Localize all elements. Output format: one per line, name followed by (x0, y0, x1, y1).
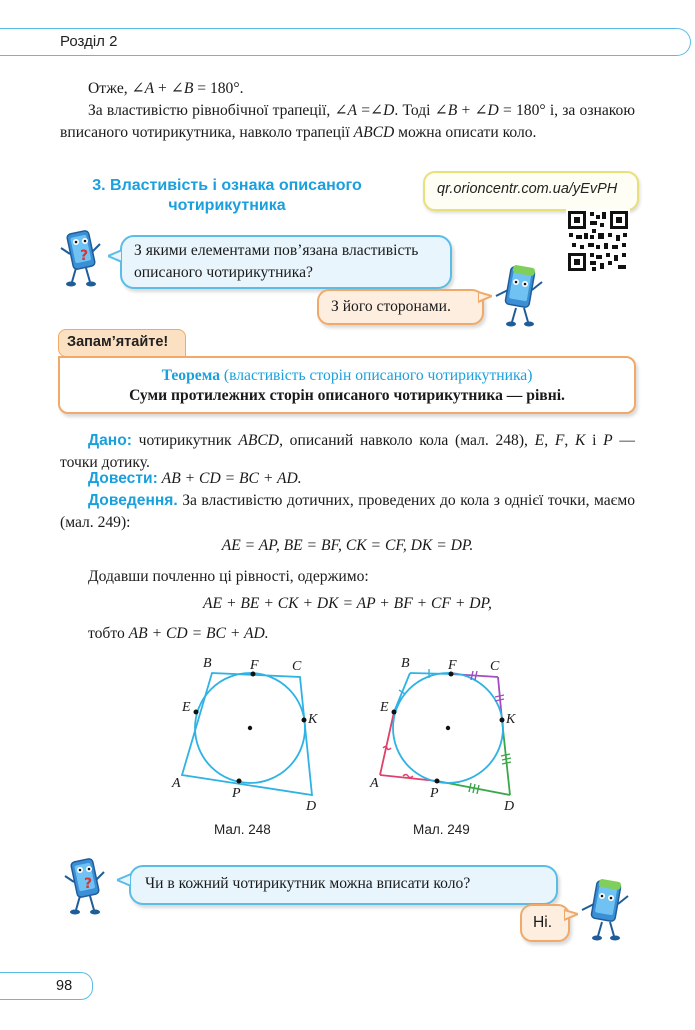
fig248-label-P: P (232, 786, 241, 801)
mascot-thinking-icon (58, 226, 108, 290)
fig249-center-point (446, 726, 450, 730)
answer-text-1: З його сторонами. (331, 298, 451, 315)
proof-paragraph: Доведення. За властивістю дотичних, проведених до кола з однієї точки, маємо (мал. 249): (60, 492, 635, 531)
answer-bubble-1 (317, 289, 484, 325)
section-3-title: 3. Властивість і ознака описаного чотирикутника (92, 177, 362, 214)
question-bubble-2 (129, 865, 558, 905)
question-bubble-1 (120, 235, 452, 289)
prove-paragraph (60, 468, 635, 490)
fig249-caption: Мал. 249 (413, 822, 470, 837)
answer-text-2: Ні. (533, 914, 553, 931)
bubble-tail-icon (478, 290, 492, 306)
mascot-thinking-icon (62, 854, 112, 918)
fig249-label-A: A (370, 776, 379, 791)
paragraph-adding: Додавши почленно ці рівності, одержимо: (88, 568, 369, 585)
section-title: Розділ 2 (60, 33, 118, 50)
theorem-subtitle: (властивість сторін описаного чотирикутника) (220, 367, 533, 384)
theorem-title (60, 366, 634, 386)
svg-text:?: ? (84, 876, 93, 892)
fig248-label-K: K (308, 712, 318, 727)
section-header (0, 28, 691, 56)
fig249-label-C: C (490, 659, 500, 674)
fig248-label-D: D (306, 799, 317, 814)
question-text-2: Чи в кожний чотирикутник можна вписати коло? (145, 875, 471, 892)
fig249-label-K: K (506, 712, 516, 727)
bubble-tail-icon (108, 248, 122, 264)
fig248-label-E: E (182, 700, 191, 715)
fig248-label-C: C (292, 659, 302, 674)
svg-text:?: ? (80, 248, 89, 264)
bubble-tail-icon (564, 908, 578, 924)
figure-248 (165, 650, 335, 820)
theorem-box (58, 356, 636, 414)
question-text-1: З якими елементами пов’язана властивість описаного чотирикутника? (134, 242, 419, 281)
theorem-statement: Суми протилежних сторін описаного чотирикутника — рівні. (129, 387, 565, 404)
bubble-tail-icon (117, 872, 131, 888)
page-number: 98 (56, 978, 73, 994)
prove-label: Довести: (88, 470, 158, 487)
mascot-answer-icon (492, 262, 546, 332)
fig249-label-B: B (401, 656, 410, 671)
fig249-label-P: P (430, 786, 439, 801)
given-label: Дано: (88, 432, 132, 449)
qr-link-text[interactable]: qr.orioncentr.com.ua/yEvPH (437, 181, 618, 197)
fig249-label-D: D (504, 799, 515, 814)
fig248-label-B: B (203, 656, 212, 671)
fig248-label-F: F (250, 658, 259, 673)
theorem-name: Теорема (161, 367, 221, 384)
remember-tab (58, 329, 186, 357)
fig248-quadrilateral (182, 673, 312, 795)
paragraph-trapezoid: За властивістю рівнобічної трапеції, ∠A =∠D. Тоді ∠B + ∠D = 180° і, за ознакою вписаного чотирикутника, навколо трапеції ABCD можна описати коло. (60, 102, 635, 141)
answer-bubble-2 (520, 904, 570, 942)
fig249-label-E: E (380, 700, 389, 715)
fig248-center-point (248, 726, 252, 730)
given-paragraph: Дано: чотирикутник ABCD, описаний навколо кола (мал. 248), E, F, K і P — точки дотику. (60, 432, 636, 471)
paragraph-conclusion: тобто AB + CD = BC + AD. (88, 625, 269, 642)
paragraph-conclusion-angles: Отже, ∠A + ∠B = 180°. (88, 80, 244, 97)
conclusion-formula: AB + CD = BC + AD. (128, 625, 269, 642)
fig248-label-A: A (172, 776, 181, 791)
page-number-box (0, 972, 93, 1000)
equation-tangents: AE = AP, BE = BF, CK = CF, DK = DP. (221, 537, 474, 554)
proof-label: Доведення. (88, 492, 178, 509)
fig249-segment-AE (380, 712, 394, 775)
figure-249 (363, 650, 533, 820)
qr-link-box[interactable] (423, 171, 639, 211)
fig249-label-F: F (448, 658, 457, 673)
mascot-answer-icon (578, 876, 632, 946)
qr-code-icon[interactable] (566, 209, 630, 273)
prove-formula: AB + CD = BC + AD. (161, 470, 302, 487)
fig248-caption: Мал. 248 (214, 822, 271, 837)
equation-sum: AE + BE + CK + DK = AP + BF + CF + DP, (203, 595, 492, 612)
remember-tab-label: Запам’ятайте! (67, 334, 169, 350)
